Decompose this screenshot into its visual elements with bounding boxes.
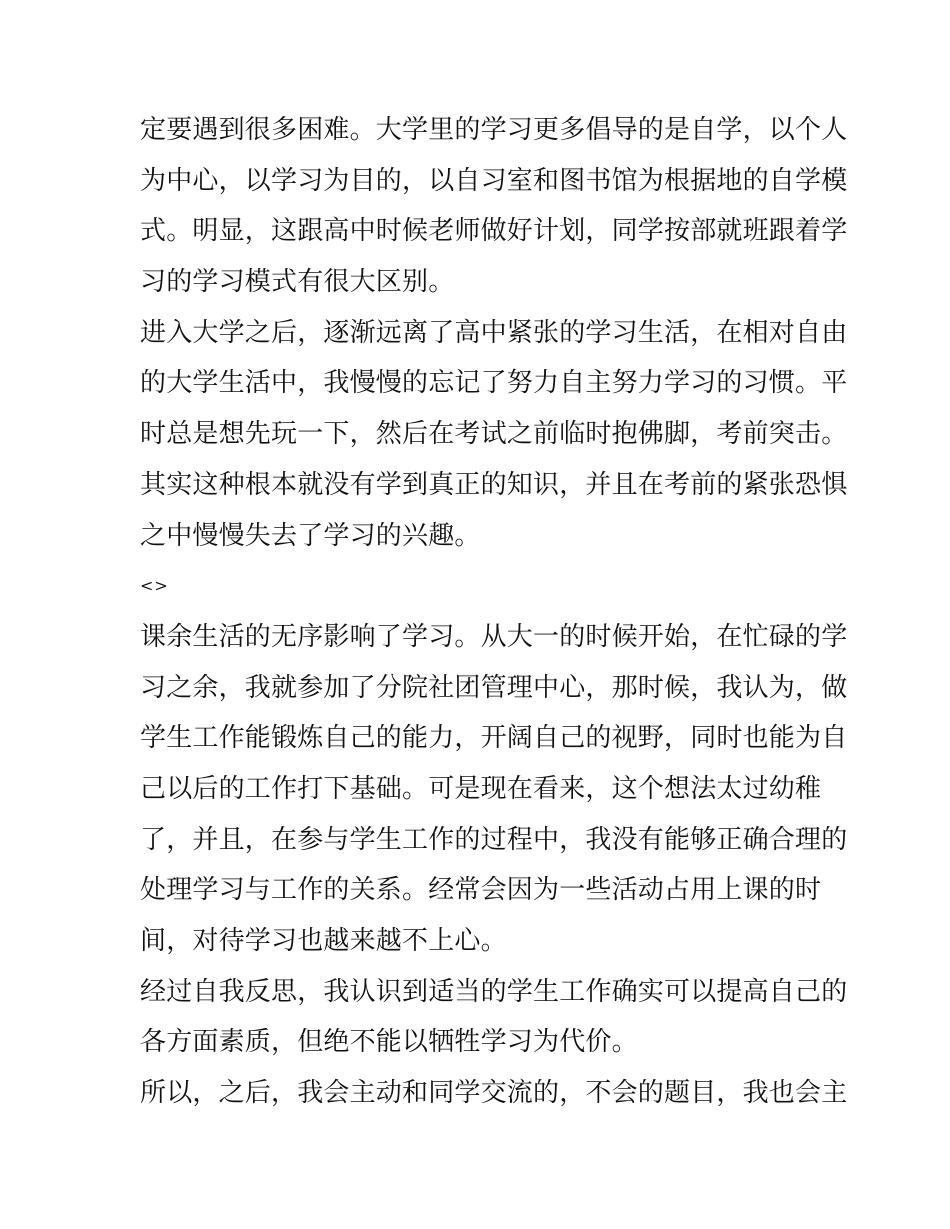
text-line: 经过自我反思，我认识到适当的学生工作确实可以提高自己的 <box>140 976 848 1007</box>
text-line: 课余生活的无序影响了学习。从大一的时候开始，在忙碌的学 <box>140 621 848 652</box>
text-line: 间，对待学习也越来越不上心。 <box>140 926 507 956</box>
text-line: 的大学生活中，我慢慢的忘记了努力自主努力学习的习惯。平 <box>140 368 848 399</box>
text-line: 定要遇到很多困难。大学里的学习更多倡导的是自学，以个人 <box>140 115 848 145</box>
text-line: 处理学习与工作的关系。经常会因为一些活动占用上课的时 <box>140 875 822 906</box>
text-line: 习之余，我就参加了分院社团管理中心，那时候，我认为，做 <box>140 672 848 703</box>
text-line: 了，并且，在参与学生工作的过程中，我没有能够正确合理的 <box>140 824 848 855</box>
text-line: 式。明显，这跟高中时候老师做好计划，同学按部就班跟着学 <box>140 216 848 247</box>
text-line: 之中慢慢失去了学习的兴趣。 <box>140 520 481 551</box>
text-line: 时总是想先玩一下，然后在考试之前临时抱佛脚，考前突击。 <box>140 419 848 450</box>
text-line: 学生工作能锻炼自己的能力，开阔自己的视野，同时也能为自 <box>140 723 848 754</box>
text-line: 为中心，以学习为目的，以自习室和图书馆为根据地的自学模 <box>140 165 848 196</box>
text-line: 其实这种根本就没有学到真正的知识，并且在考前的紧张恐惧 <box>140 469 848 500</box>
section-separator: <> <box>140 576 169 596</box>
text-line: 习的学习模式有很大区别。 <box>140 267 455 298</box>
text-line: 进入大学之后，逐渐远离了高中紧张的学习生活，在相对自由 <box>140 317 848 348</box>
text-line: 己以后的工作打下基础。可是现在看来，这个想法太过幼稚 <box>140 773 822 804</box>
document-body <box>140 105 848 1119</box>
text-line: 各方面素质，但绝不能以牺牲学习为代价。 <box>140 1027 638 1058</box>
text-line: 所以，之后，我会主动和同学交流的，不会的题目，我也会主 <box>140 1078 848 1109</box>
